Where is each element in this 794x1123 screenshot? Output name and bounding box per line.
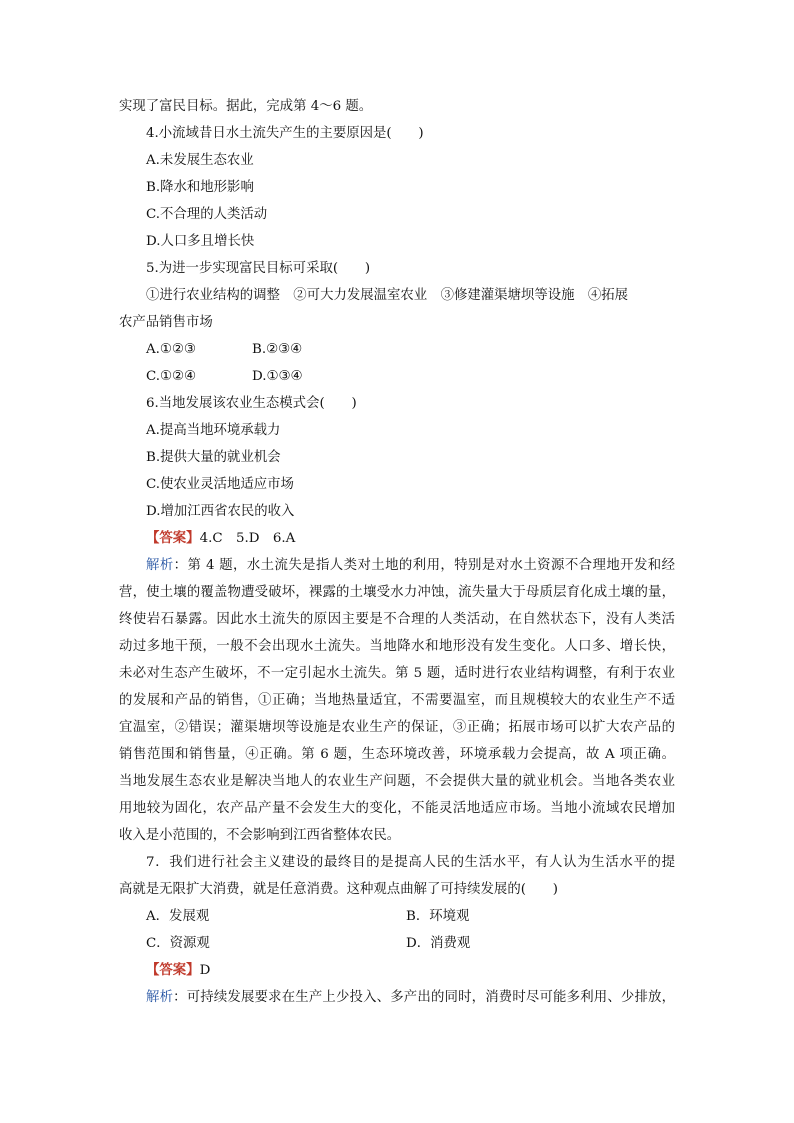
question-5-option-c: C.①②④ — [146, 369, 197, 384]
answer-tag: 【答案】 — [146, 530, 200, 546]
analysis-1-line-11: 收入是小范围的，不会影响到江西省整体农民。 — [119, 828, 401, 843]
analysis-1-line-10: 用地较为固化，农产品产量不会发生大的变化，不能灵活地适应市场。当地小流域农民增加 — [119, 801, 675, 816]
question-7-stem-line-2: 高就是无限扩大消费，就是任意消费。这种观点曲解了可持续发展的( ) — [119, 882, 558, 897]
answer-block-2 — [119, 957, 675, 984]
question-4-stem: 4.小流域昔日水土流失产生的主要原因是( ) — [146, 126, 424, 141]
analysis-tag: 解析 — [146, 558, 174, 573]
question-7-option-a: A．发展观 — [146, 909, 210, 924]
question-6-stem: 6.当地发展该农业生态模式会( ) — [146, 396, 357, 411]
question-6-option-d: D.增加江西省农民的收入 — [146, 504, 295, 519]
question-5-stem: 5.为进一步实现富民目标可采取( ) — [146, 261, 371, 276]
intro-tail: 实现了富民目标。据此，完成第 4～6 题。 — [119, 99, 373, 114]
question-4-option-c: C.不合理的人类活动 — [146, 207, 268, 222]
question-4-option-a: A.未发展生态农业 — [146, 153, 254, 168]
analysis-1-line-9: 当地发展生态农业是解决当地人的农业生产问题，不会提供大量的就业机会。当地各类农业 — [119, 774, 675, 789]
question-5-option-a: A.①②③ — [146, 342, 196, 357]
question-7-options-row-2 — [119, 930, 675, 957]
question-7-option-b: B．环境观 — [406, 909, 470, 924]
question-5-items-line-2: 农产品销售市场 — [119, 315, 213, 330]
analysis-text: ：可持续发展要求在生产上少投入、多产出的同时，消费时尽可能多利用、少排放， — [173, 990, 675, 1005]
question-5-options-row-1 — [119, 336, 675, 363]
question-7-option-c: C．资源观 — [146, 936, 210, 951]
question-5-items-line-1: ①进行农业结构的调整 ②可大力发展温室农业 ③修建灌渠塘坝等设施 ④拓展 — [146, 288, 629, 303]
answer-block-1 — [119, 525, 675, 552]
question-6-option-b: B.提供大量的就业机会 — [146, 450, 281, 465]
question-4-option-d: D.人口多且增长快 — [146, 234, 255, 249]
analysis-1-line-3: 终使岩石暴露。因此水土流失的原因主要是不合理的人类活动，在自然状态下，没有人类活 — [119, 612, 675, 627]
question-7-stem-line-1: 7．我们进行社会主义建设的最终目的是提高人民的生活水平，有人认为生活水平的提 — [146, 855, 675, 870]
document-body — [119, 93, 675, 1011]
analysis-1-line-1 — [119, 552, 675, 579]
question-4-option-b: B.降水和地形影响 — [146, 180, 254, 195]
analysis-1-line-8: 销售范围和销售量，④正确。第 6 题，生态环境改善，环境承载力会提高，故 A 项正确。 — [119, 747, 675, 762]
answer-text: D — [199, 963, 211, 978]
analysis-1-line-7: 宜温室，②错误；灌渠塘坝等设施是农业生产的保证，③正确；拓展市场可以扩大农产品的 — [119, 720, 675, 735]
question-6-option-a: A.提高当地环境承载力 — [146, 423, 281, 438]
answer-text: 4.C 5.D 6.A — [199, 531, 296, 546]
question-7-option-d: D．消费观 — [406, 936, 471, 951]
question-6-option-c: C.使农业灵活地适应市场 — [146, 477, 294, 492]
question-5-option-d: D.①③④ — [252, 369, 303, 384]
question-5-option-b: B.②③④ — [252, 342, 303, 357]
analysis-1-line-4: 动过多地干预，一般不会出现水土流失。当地降水和地形没有发生变化。人口多、增长快， — [119, 639, 675, 654]
analysis-2-line-1 — [119, 984, 675, 1011]
analysis-tag: 解析 — [146, 990, 174, 1005]
answer-tag: 【答案】 — [146, 962, 200, 978]
analysis-1-line-2: 营，使土壤的覆盖物遭受破坏，裸露的土壤受水力冲蚀，流失量大于母质层育化成土壤的量， — [119, 585, 675, 600]
question-7-options-row-1 — [119, 903, 675, 930]
analysis-1-line-6: 的发展和产品的销售，①正确；当地热量适宜，不需要温室，而且规模较大的农业生产不适 — [119, 693, 675, 708]
question-5-options-row-2 — [119, 363, 675, 390]
analysis-text: ：第 4 题，水土流失是指人类对土地的利用，特别是对水土资源不合理地开发和经 — [173, 558, 675, 573]
analysis-1-line-5: 未必对生态产生破坏，不一定引起水土流失。第 5 题，适时进行农业结构调整，有利于农业 — [119, 666, 675, 681]
